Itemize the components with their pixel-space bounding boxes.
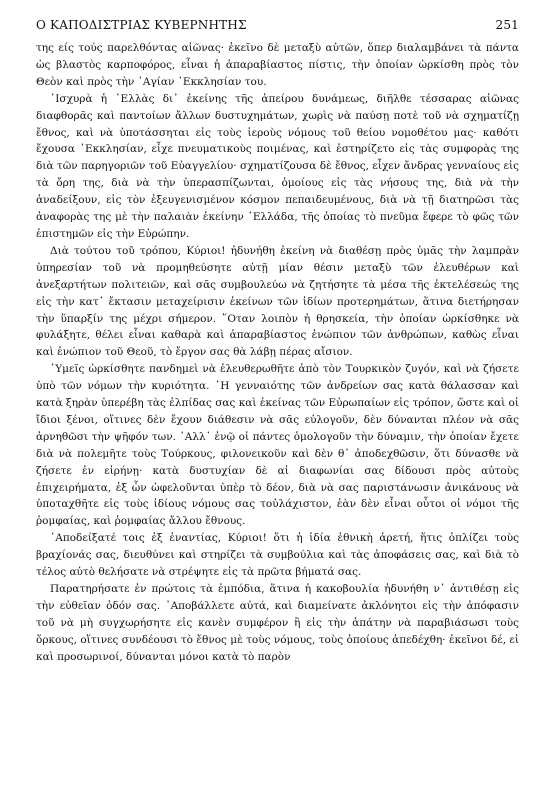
paragraph: ᾿Ισχυρὰ ἡ ῾Ελλὰς δι᾿ ἐκείνης τῆς ἀπείρου δυνάμεως, διῆλθε τέσσαρας αἰῶνας διαφθορᾶς καὶ παντοίων ἄλλων δυστυχημάτων, χωρὶς νὰ παύσῃ ποτὲ τοῦ νὰ σχηματίζῃ ἔθνος, καὶ νὰ ὑποτάσσηται εἰς τοὺς ἱεροὺς νόμους τοῦ θείου νομοθέτου μας· καθότι ἔχουσα ᾿Εκκλησίαν, εἶχε πνευματικοὺς ποιμένας, καὶ ἐστηρίζετο εἰς τὰς συμφορὰς της διὰ τῶν παρηγοριῶν τοῦ Εὐαγγελίου· σχηματίζουσα δὲ ἔθνος, εἶχεν ἄνδρας γενναίους εἰς τὰ ὄρη της, διὰ νὰ τὴν ὑπερασπίζωνται, ὁμοίους εἰς τὰς νήσους της, διὰ νὰ τὴν ἀναδείξουν, εἰς τὸν ἐξευγενισμένον κόσμον πεπαιδευμένους, διὰ νὰ τῇ διατηρῶσι τὰς ἀναφορὰς της μὲ τὴν παλαιὰν ἐκείνην ῾Ελλάδα, τῆς ὁποίας τὸ πνεῦμα ἔφερε τὸ φῶς τῶν ἐπιστημῶν εἰς τὴν Εὐρώπην. (36, 92, 519, 240)
body-text (36, 40, 519, 666)
paragraph: ᾿Αποδείξατέ τοις ἐξ ἐναντίας, Κύριοι! ὅτι ἡ ἰδία ἐθνικὴ ἀρετή, ἥτις ὁπλίζει τοὺς βραχίονάς σας, διευθύνει καὶ στηρίζει τὰ συμβούλια καὶ τὰς ἀποφάσεις σας, καὶ διὰ τὸ τέλος αὐτὸ θελήσατε νὰ στρέψητε εἰς τὰ πρῶτα βήματά σας. (36, 532, 519, 579)
paragraph: ῾Υμεῖς ὡρκίσθητε πανδημεὶ νὰ ἐλευθερωθῆτε ἀπὸ τὸν Τουρκικὸν ζυγόν, καὶ νὰ ζήσετε ὑπὸ τῶν νόμων τὴν κυριότητα. ῾Η γενναιότης τῶν ἀνδρείων σας κατὰ θάλασσαν καὶ κατὰ ξηρὰν ὑπερέβη τὰς ἐλπίδας σας καὶ ἐκείνας τῶν Εὐρωπαίων εἰς τρόπον, ὥστε καὶ οἱ ἴδιοι ξένοι, οἵτινες δὲν ἔχουν διάθεσιν νὰ σᾶς εὐλογοῦν, δὲν δύνανται πλέον νὰ σᾶς ἀρνηθῶσι τὴν ψῆφόν των. ᾿Αλλ᾿ ἐνῷ οἱ πάντες ὁμολογοῦν τὴν δύναμιν, τὴν ὁποίαν ἔχετε διὰ νὰ πολεμῆτε τοὺς Τούρκους, φιλονεικοῦν καὶ δὲν θ᾿ ἀποδεχθῶσιν, ὅτι δύνασθε νὰ ζήσετε ἐν εἰρήνῃ· κατὰ δυστυχίαν δὲ αἱ διαφωνίαι σας δίδουσι πρὸς αὐτοὺς ἐπιχειρήματα, ἐξ ὧν ὠφελοῦνται ὑπὲρ τὸ δέον, διὰ νὰ σας παριστάνωσιν ἀνικάνους νὰ ὑποταχθῆτε εἰς τοὺς ἰδίους νόμους σας τοὐλάχιστον, ἐὰν δὲν εἶναι οὗτοι οἱ νόμοι τῆς ῥομφαίας, καὶ ῥομφαίας ἄλλου ἔθνους. (36, 363, 519, 528)
page-number: 251 (495, 18, 519, 32)
paragraph-continued: της είς τούς παρελθόντας αἰῶνας· ἐκεῖνο δὲ μεταξὺ αὐτῶν, ὅπερ διαλαμβάνει τὰ πάντα ὡς βλαστὸς καρποφόρος, εἶναι ἡ ἀπαραβίαστος πίστις, τὴν ὁποίαν ὡρκίσθη πρὸς τὸν Θεὸν καὶ πρὸς τὴν ᾿Αγίαν ᾿Εκκλησίαν του. (36, 42, 519, 88)
running-title: Ο ΚΑΠΟΔΙΣΤΡΙΑΣ ΚΥΒΕΡΝΗΤΗΣ (36, 18, 247, 32)
running-head (36, 18, 519, 32)
paragraph: Διὰ τούτου τοῦ τρόπου, Κύριοι! ἠδυνήθη ἐκείνη νὰ διαθέσῃ πρὸς ὑμᾶς τὴν λαμπρὰν ὑπηρεσίαν τοῦ νὰ προμηθεύσητε αὐτῇ μίαν θέσιν μεταξὺ τῶν ἐλευθέρων καὶ ἀνεξαρτήτων πολιτειῶν, καὶ σᾶς συμβουλεύω νὰ ζητήσητε τὰ μέσα τῆς ἐκτελέσεώς της εἰς τὴν κατ᾿ ἔκτασιν μεταχείρισιν ἐκείνων τῶν ἰδίων προτερημάτων, ἅτινα διετήρησαν τὴν ὕπαρξίν της μέχρι σήμερον. ῞Οταν λοιπὸν ἡ θρησκεία, τὴν ὁποίαν ὡρκίσθηκε νὰ φυλάξητε, θέλει εἶναι καθαρὰ καὶ ἀπαραβίαστος ἐνώπιον τῶν ἀνθρώπων, καθὼς εἶναι καὶ ἐνώπιον τοῦ Θεοῦ, τὸ ἔργον σας θὰ λάβῃ πέρας αἴσιον. (36, 244, 519, 359)
paragraph: Παρατηρήσατε ἐν πρώτοις τὰ ἐμπόδια, ἅτινα ἡ κακοβουλία ἠδυνήθη ν᾿ ἀντιθέσῃ εἰς τὴν εὐθεῖαν ὁδόν σας. ᾿Αποβάλλετε αὐτά, καὶ διαμείνατε ἀκλόνητοι εἰς τὴν ἀπόφασιν τοῦ νὰ μὴ συγχωρήσητε εἰς κανὲν συμφέρον ἢ εἰς τὴν ἀπάτην νὰ παραβιάσωσι τοὺς ὅρκους, οἵτινες συνδέουσι τὸ ἔθνος μὲ τοὺς νόμους, τοὺς ὁποίους ἀπεδέχθη· ἐκεῖνοι δέ, εἰ καὶ προσωρινοί, δύνανται μόνοι κατὰ τὸ παρὸν (36, 583, 519, 663)
